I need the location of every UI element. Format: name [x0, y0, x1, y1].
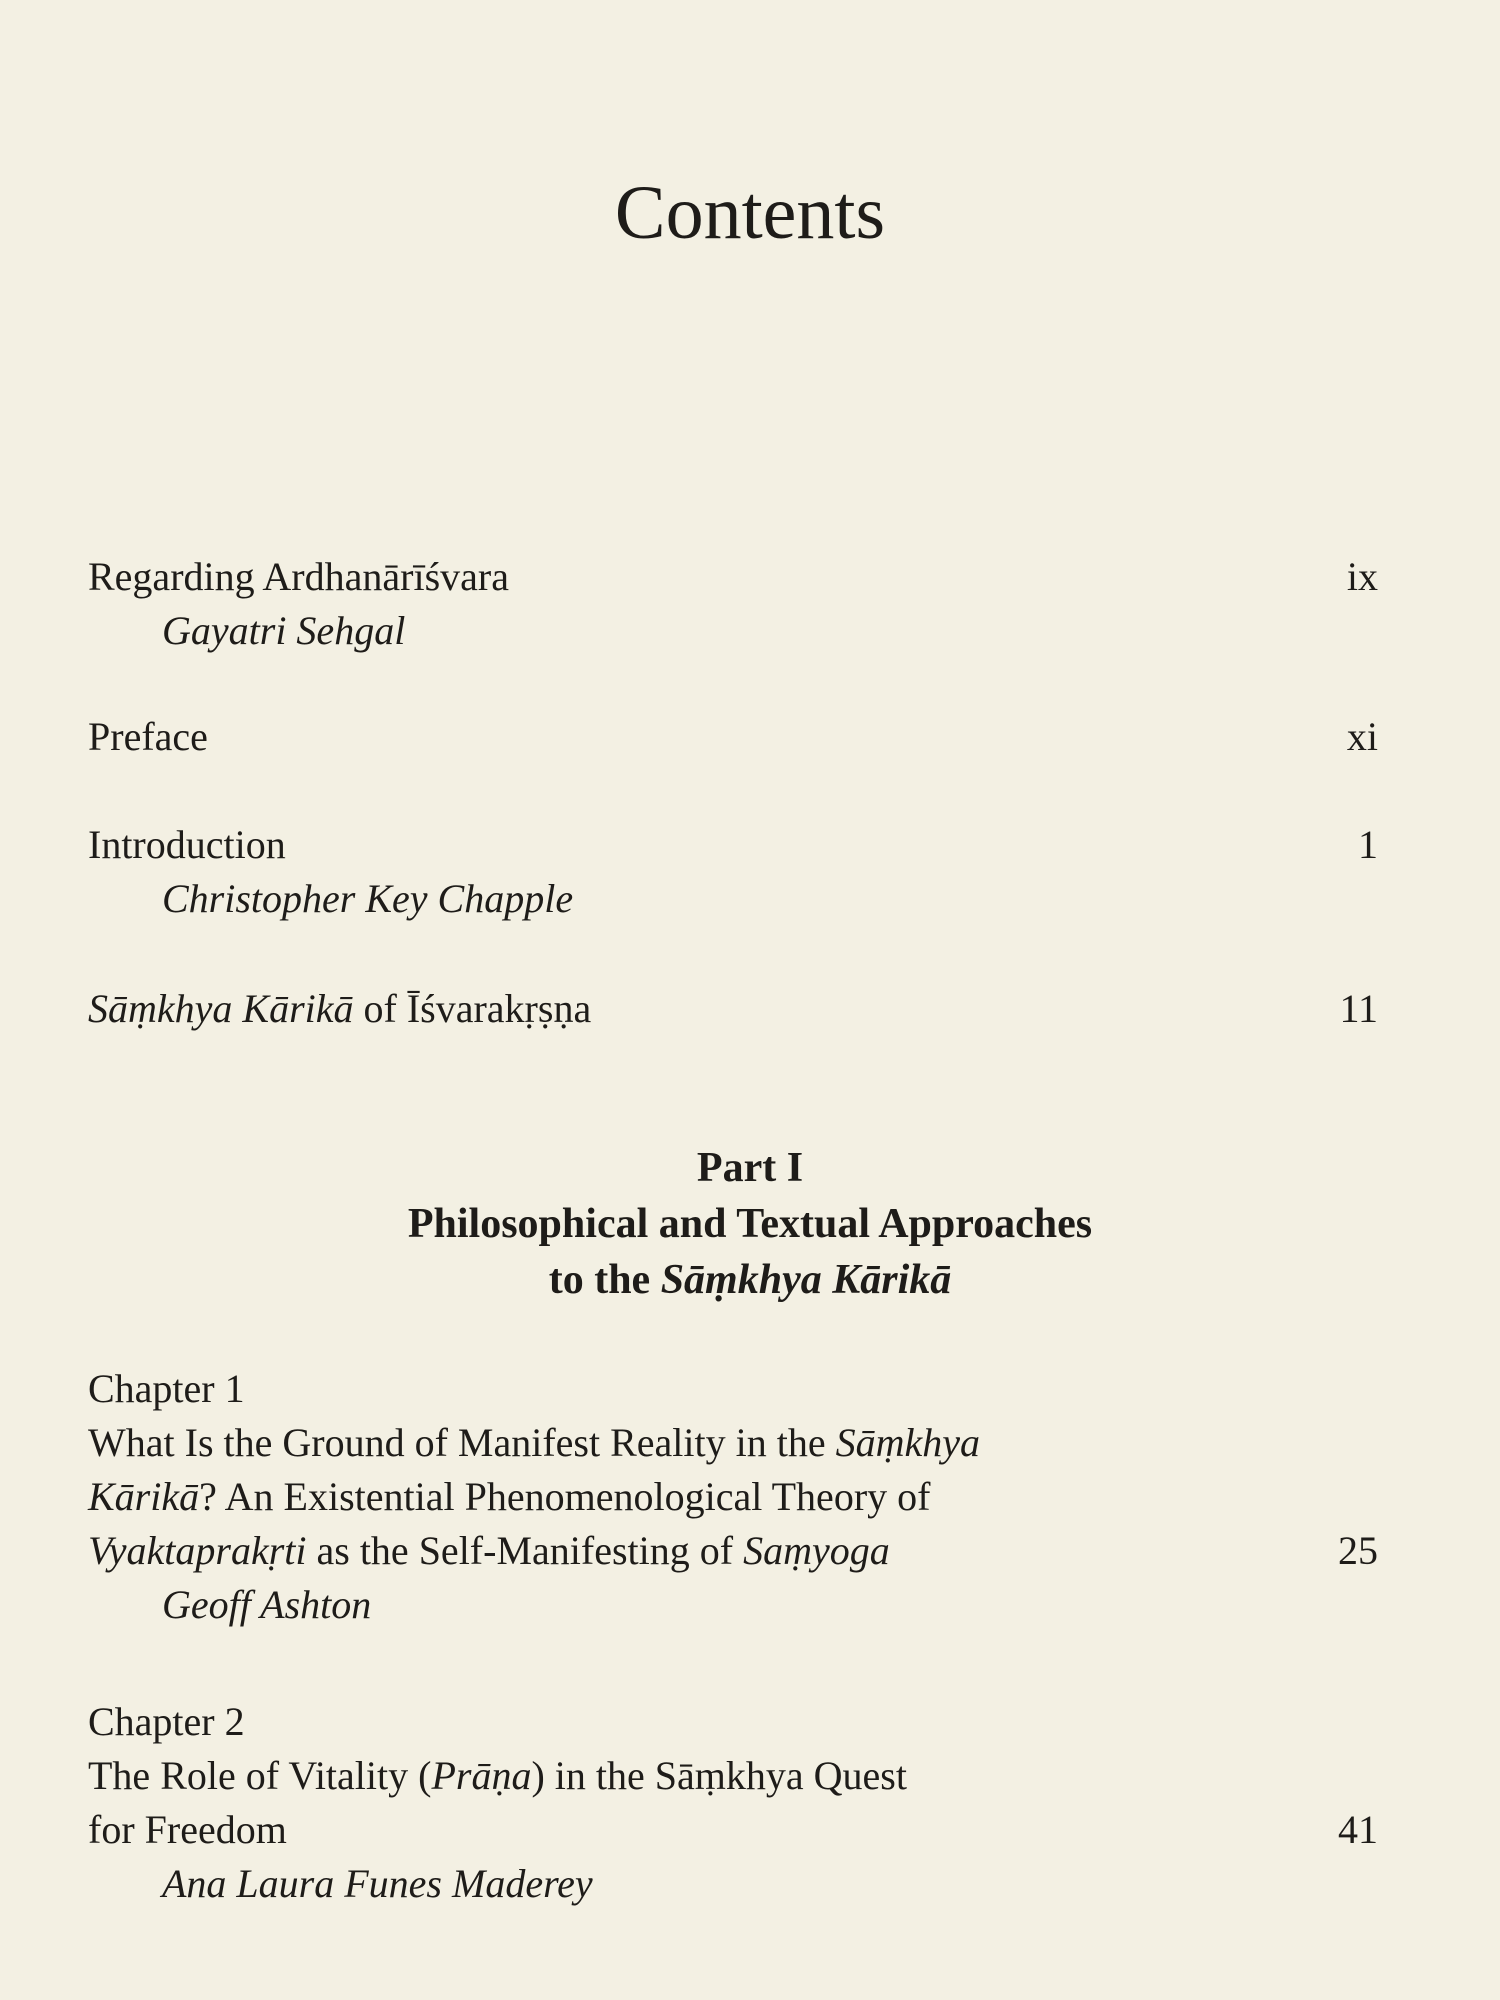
part-label: Part I: [696, 1145, 804, 1191]
part-title-prefix: to the: [548, 1257, 661, 1303]
chapter-title-line-1: [88, 1749, 1378, 1803]
chapter-title-line-3: [88, 1524, 1378, 1578]
chapter-title-text: as the Self-Manifesting of: [306, 1528, 744, 1573]
entry-title: [88, 982, 1378, 1036]
part-title-line-2: [0, 1252, 1500, 1308]
entry-title: Introduction: [88, 822, 286, 867]
chapter-title-italic: Saṃyoga: [743, 1528, 890, 1573]
toc-entry-introduction[interactable]: [88, 818, 1378, 926]
chapter-title-italic: Sāṃkhya: [835, 1420, 981, 1465]
chapter-title-line-1: [88, 1416, 1378, 1470]
entry-page-number: 1: [1358, 822, 1378, 867]
entry-author: Ana Laura Funes Maderey: [162, 1861, 593, 1906]
entry-page-number: 41: [1338, 1807, 1378, 1852]
page-title: Contents: [614, 171, 886, 255]
chapter-title-text: What Is the Ground of Manifest Reality in the: [88, 1420, 836, 1465]
entry-title-italic: Sāṃkhya Kārikā: [88, 986, 354, 1031]
entry-title: Preface: [88, 714, 208, 759]
toc-entry-samkhya-karika[interactable]: [88, 982, 1378, 1036]
chapter-label: Chapter 2: [88, 1699, 245, 1744]
chapter-title-text: The Role of Vitality (: [88, 1753, 432, 1798]
toc-entry-chapter-1[interactable]: [88, 1362, 1378, 1632]
part-heading: [0, 1140, 1500, 1308]
entry-author: Gayatri Sehgal: [162, 608, 406, 653]
entry-page-number: 11: [1339, 986, 1378, 1031]
entry-author: Geoff Ashton: [162, 1582, 372, 1627]
toc-entry-chapter-2[interactable]: [88, 1695, 1378, 1911]
chapter-title-text: ) in the Sāṃkhya Quest: [531, 1753, 907, 1798]
chapter-title-italic: Prāṇa: [431, 1753, 532, 1798]
toc-entry-preface[interactable]: [88, 710, 1378, 764]
entry-page-number: 25: [1338, 1528, 1378, 1573]
entry-page-number: xi: [1346, 714, 1378, 759]
part-title-italic: Sāṃkhya Kārikā: [660, 1257, 952, 1303]
chapter-title-italic: Kārikā: [88, 1474, 200, 1519]
chapter-title-line-2: for Freedom: [88, 1807, 287, 1852]
entry-title: Regarding Ardhanārīśvara: [88, 554, 509, 599]
entry-author: Christopher Key Chapple: [162, 876, 574, 921]
chapter-title-line-2: [88, 1470, 1378, 1524]
chapter-label: Chapter 1: [88, 1366, 245, 1411]
chapter-title-text: ? An Existential Phenomenological Theory of: [199, 1474, 931, 1519]
entry-title-rest: of Īśvarakṛṣṇa: [353, 986, 592, 1031]
entry-page-number: ix: [1346, 554, 1378, 599]
part-title-line-1: Philosophical and Textual Approaches: [407, 1201, 1093, 1247]
chapter-title-italic: Vyaktaprakṛti: [88, 1528, 307, 1573]
toc-entry-regarding-ardhanarisvara[interactable]: [88, 550, 1378, 658]
